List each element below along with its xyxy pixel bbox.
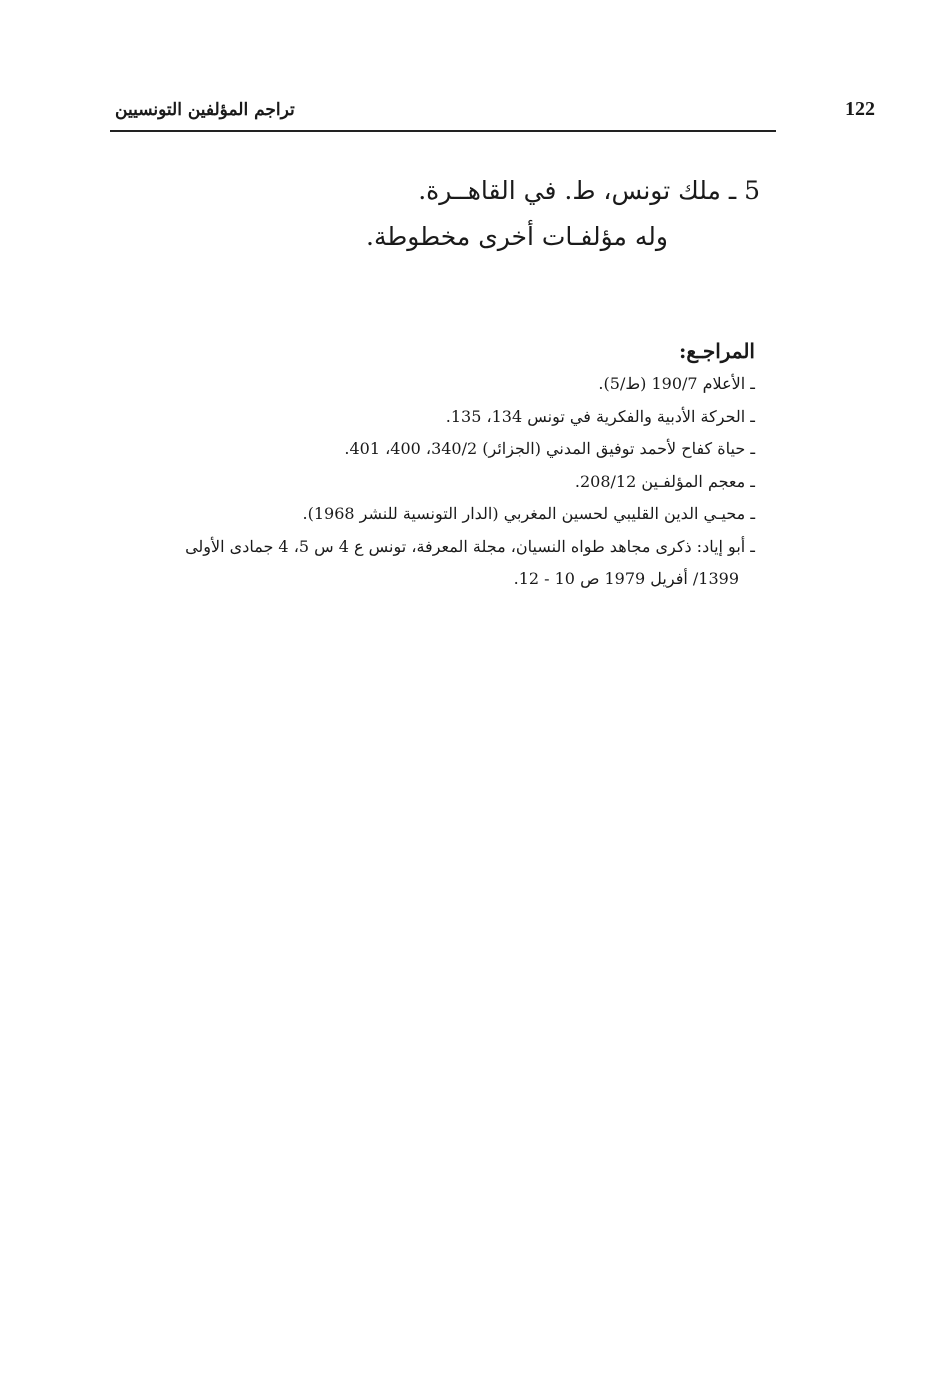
references-heading: المراجـع: [678, 339, 755, 363]
page-number: 122 [845, 98, 875, 120]
page-header [110, 96, 875, 132]
reference-item [100, 531, 755, 596]
reference-item: ـ الأعلام 190/7 (ط/5). [598, 374, 755, 393]
reference-item: ـ معجم المؤلفـين 208/12. [574, 471, 755, 491]
body-line-2: وله مؤلفـات أخرى مخطوطة. [366, 222, 668, 251]
body-text [200, 168, 760, 260]
reference-item: ـ الحركة الأدبية والفكرية في تونس 134، 135. [445, 406, 755, 426]
references-list [100, 368, 755, 596]
reference-item-text: ـ أبو إياد: ذكرى مجاهد طواه النسيان، مجلة المعرفة، تونس ع 4 س 5، 4 جمادى الأولى [185, 536, 755, 556]
body-line-1: 5 ـ ملك تونس، ط. في القاهــرة. [418, 176, 760, 205]
reference-item: ـ حياة كفاح لأحمد توفيق المدني (الجزائر) 340/2، 400، 401. [344, 439, 755, 458]
references-section [100, 334, 755, 596]
running-title: تراجم المؤلفين التونسيين [115, 100, 295, 120]
reference-item: ـ محيـي الدين القليبي لحسين المغربي (الدار التونسية للنشر 1968). [302, 504, 755, 523]
reference-item-continuation: 1399/ أفريل 1979 ص 10 - 12. [513, 569, 739, 588]
